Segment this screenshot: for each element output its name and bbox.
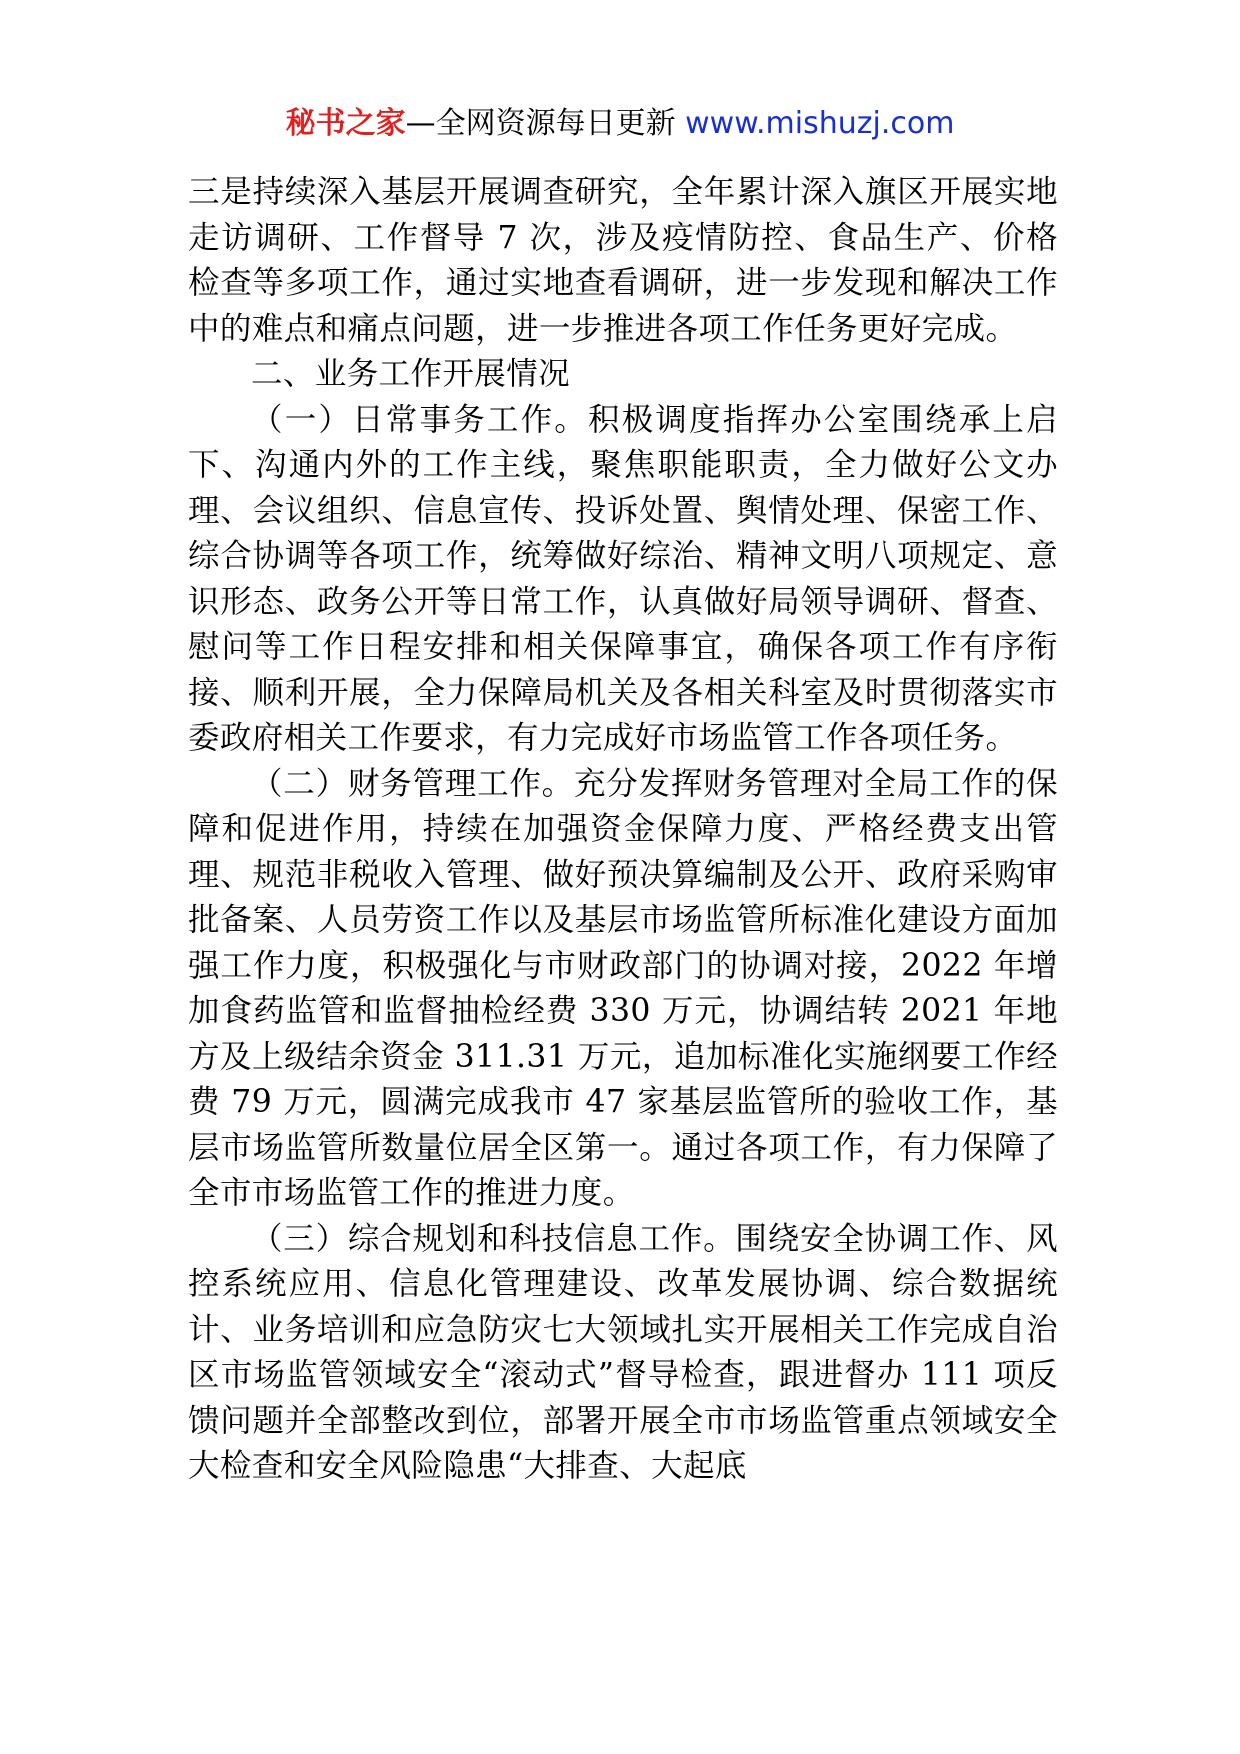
- document-body: [188, 170, 1058, 1490]
- paragraph-finance: （二）财务管理工作。充分发挥财务管理对全局工作的保障和促进作用，持续在加强资金保障力度、严格经费支出管理、规范非税收入管理、做好预决算编制及公开、政府采购审批备案、人员劳资工作以及基层市场监管所标准化建设方面加强工作力度，积极强化与市财政部门的协调对接，2022 年增加食药监管和监督抽检经费 330 万元，协调结转 2021 年地方及上级结余资金 311.31 万元，追加标准化实施纲要工作经费 79 万元，圆满完成我市 47 家基层监管所的验收工作，基层市场监管所数量位居全区第一。通过各项工作，有力保障了全市市场监管工作的推进力度。: [188, 765, 1058, 1211]
- paragraph-planning-it: （三）综合规划和科技信息工作。围绕安全协调工作、风控系统应用、信息化管理建设、改革发展协调、综合数据统计、业务培训和应急防灾七大领域扎实开展相关工作完成自治区市场监管领域安全“滚动式”督导检查，跟进督办 111 项反馈问题并全部整改到位，部署开展全市市场监管重点领域安全大检查和安全风险隐患“大排查、大起底: [188, 1220, 1059, 1484]
- section-heading: 二、业务工作开展情况: [251, 356, 571, 392]
- site-url-link[interactable]: www.mishuzj.com: [685, 106, 955, 141]
- header-tagline: —全网资源每日更新: [405, 106, 686, 141]
- paragraph-daily-affairs: （一）日常事务工作。积极调度指挥办公室围绕承上启下、沟通内外的工作主线，聚焦职能职责，全力做好公文办理、会议组织、信息宣传、投诉处置、舆情处理、保密工作、综合协调等各项工作，统筹做好综治、精神文明八项规定、意识形态、政务公开等日常工作，认真做好局领导调研、督查、慰问等工作日程安排和相关保障事宜，确保各项工作有序衔接、顺利开展，全力保障局机关及各相关科室及时贯彻落实市委政府相关工作要求，有力完成好市场监管工作各项任务。: [188, 401, 1058, 756]
- brand-name: 秘书之家: [285, 106, 406, 141]
- paragraph-continuation: 三是持续深入基层开展调查研究，全年累计深入旗区开展实地走访调研、工作督导 7 次，涉及疫情防控、食品生产、价格检查等多项工作，通过实地查看调研，进一步发现和解决工作中的难点和痛点问题，进一步推进各项工作任务更好完成。: [188, 174, 1058, 347]
- site-header: [0, 104, 1240, 144]
